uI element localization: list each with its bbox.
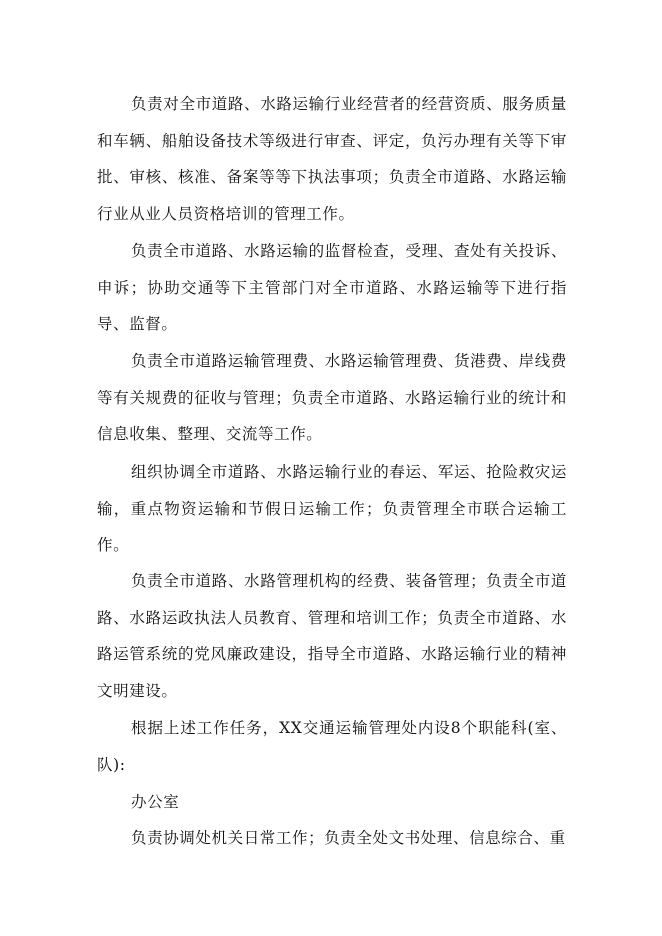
paragraph-transport-coordination: 组织协调全市道路、水路运输行业的春运、军运、抢险救灾运输，重点物资运输和节假日运输工作；负责管理全市联合运输工作。: [97, 463, 567, 554]
paragraph-qualification-review: 负责对全市道路、水路运输行业经营者的经营资质、服务质量和车辆、船舶设备技术等级进行审查、评定，负污办理有关等下审批、审核、核准、备案等等下执法事项；负责全市道路、水路运输行业从业人员资格培训的管理工作。: [97, 95, 567, 223]
paragraph-fee-collection: 负责全市道路运输管理费、水路运输管理费、货港费、岸线费等有关规费的征收与管理；负责全市道路、水路运输行业的统计和信息收集、整理、交流等工作。: [97, 352, 567, 443]
section-heading-office: 办公室: [131, 793, 180, 811]
paragraph-office-duties: 负责协调处机关日常工作；负责全处文书处理、信息综合、重: [131, 829, 566, 847]
paragraph-management-agencies: 负责全市道路、水路管理机构的经费、装备管理；负责全市道路、水路运政执法人员教育、管理和培训工作；负责全市道路、水路运管系统的党风廉政建设，指导全市道路、水路运输行业的精神文明建设。: [97, 572, 567, 700]
paragraph-supervision: 负责全市道路、水路运输的监督检查，受理、查处有关投诉、申诉；协助交通等下主管部门对全市道路、水路运输等下进行指导、监督。: [97, 242, 567, 333]
paragraph-department-list-intro: 根据上述工作任务，XX交通运输管理处内设8个职能科(室、队):: [97, 719, 567, 774]
